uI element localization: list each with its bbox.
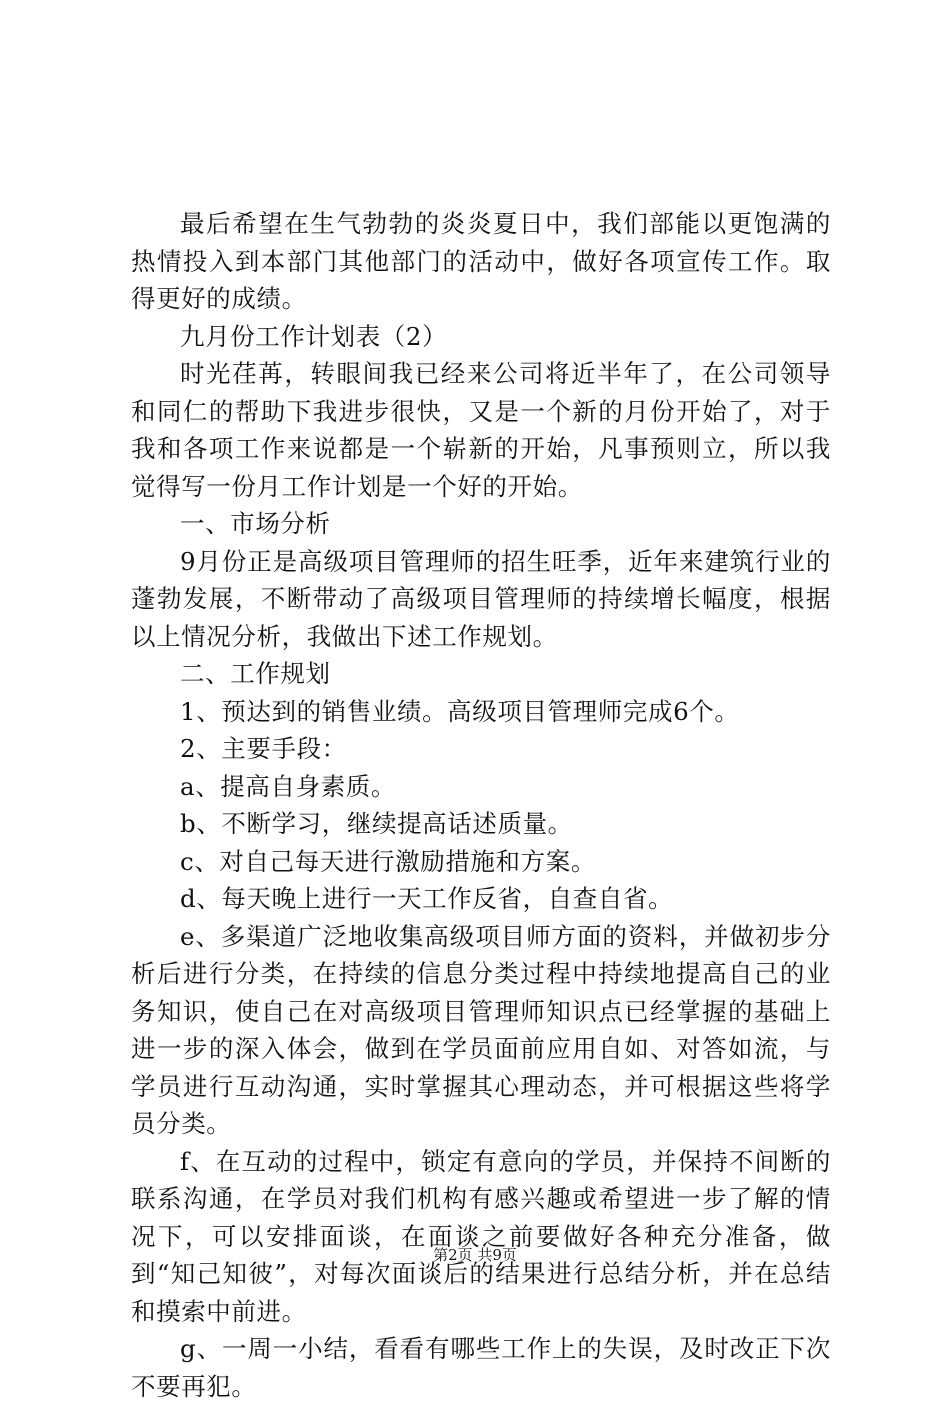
paragraph-market-analysis: 9月份正是高级项目管理师的招生旺季，近年来建筑行业的蓬勃发展，不断带动了高级项目管理师的持续增长幅度，根据以上情况分析，我做出下述工作规划。 (131, 546, 831, 651)
list-item-d: d、每天晚上进行一天工作反省，自查自省。 (180, 884, 674, 913)
document-body (131, 205, 831, 1405)
list-item-g: g、一周一小结，看看有哪些工作上的失误，及时改正下次不要再犯。 (131, 1334, 831, 1401)
list-item-c: c、对自己每天进行激励措施和方案。 (180, 846, 596, 876)
paragraph-closing-wish: 最后希望在生气勃勃的炎炎夏日中，我们部能以更饱满的热情投入到本部门其他部门的活动中，做好各项宣传工作。取得更好的成绩。 (131, 209, 831, 313)
list-item-a: a、提高自身素质。 (180, 771, 397, 801)
list-item-b: b、不断学习，继续提高话述质量。 (180, 809, 573, 838)
list-item-sales-target: 1、预达到的销售业绩。高级项目管理师完成6个。 (180, 696, 740, 726)
page-number-footer: 第2页 共9页 (433, 1246, 517, 1264)
list-item-f: f、在互动的过程中，锁定有意向的学员，并保持不间断的联系沟通，在学员对我们机构有感兴趣或希望进一步了解的情况下，可以安排面谈，在面谈之前要做好各种充分准备，做到“知己知彼”，对每次面谈后的结果进行总结分析，并在总结和摸索中前进。 (131, 1146, 831, 1326)
list-item-e: e、多渠道广泛地收集高级项目师方面的资料，并做初步分析后进行分类，在持续的信息分类过程中持续地提高自己的业务知识，使自己在对高级项目管理师知识点已经掌握的基础上进一步的深入体会，做到在学员面前应用自如、对答如流，与学员进行互动沟通，实时掌握其心理动态，并可根据这些将学员分类。 (131, 921, 831, 1138)
heading-work-plan: 二、工作规划 (180, 659, 331, 688)
paragraph-intro: 时光荏苒，转眼间我已经来公司将近半年了，在公司领导和同仁的帮助下我进步很快，又是一个新的月份开始了，对于我和各项工作来说都是一个崭新的开始，凡事预则立，所以我觉得写一份月工作计划是一个好的开始。 (131, 359, 831, 501)
section-title-september-plan: 九月份工作计划表（2） (180, 321, 448, 351)
list-item-main-means: 2、主要手段： (180, 734, 347, 763)
heading-market-analysis: 一、市场分析 (180, 509, 331, 538)
